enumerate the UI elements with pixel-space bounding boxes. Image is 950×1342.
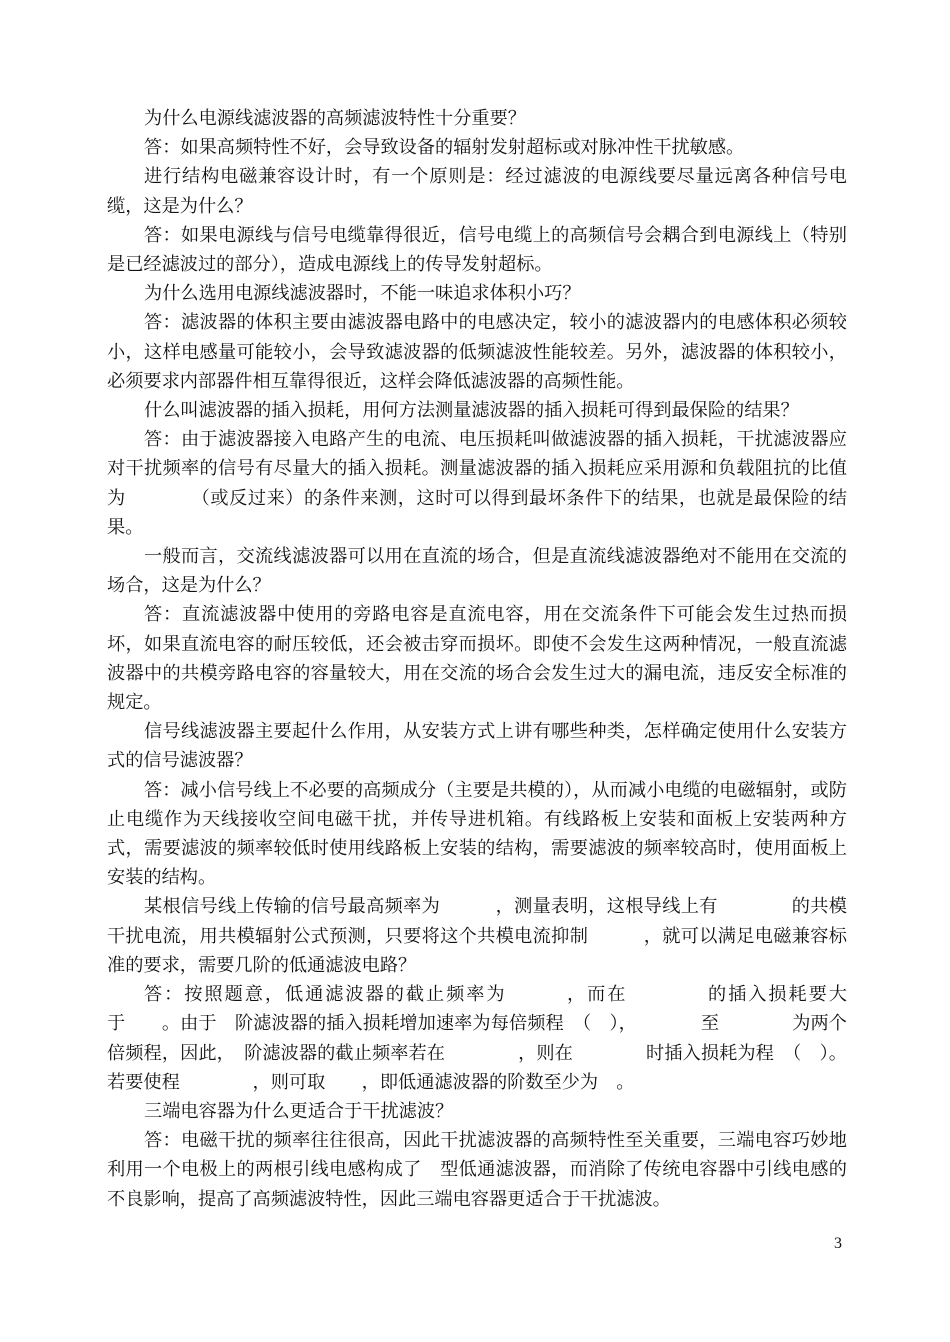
paragraph: 为什么电源线滤波器的高频滤波特性十分重要？ <box>144 108 526 129</box>
paragraph: 答：如果高频特性不好，会导致设备的辐射发射超标或对脉冲性干扰敏感。 <box>144 137 745 159</box>
paragraph: 一般而言，交流线滤波器可以用在直流的场合，但是直流线滤波器绝对不能用在交流的场合，这是为什么？ <box>107 546 847 597</box>
paragraph: 进行结构电磁兼容设计时，有一个原则是：经过滤波的电源线要尽量远离各种信号电缆，这是为什么？ <box>107 166 847 217</box>
paragraph: 某根信号线上传输的信号最高频率为 ，测量表明，这根导线上有 的共模干扰电流，用共模辐射公式预测，只要将这个共模电流抑制 ，就可以满足电磁兼容标准的要求，需要几阶的低通滤波电路？ <box>107 896 847 976</box>
page-body <box>107 104 847 1214</box>
paragraph: 什么叫滤波器的插入损耗，用何方法测量滤波器的插入损耗可得到最保险的结果？ <box>144 400 799 422</box>
paragraph: 答：电磁干扰的频率往往很高，因此干扰滤波器的高频特性至关重要，三端电容巧妙地利用一个电极上的两根引线电感构成了 型低通滤波器，而消除了传统电容器中引线电感的不良影响，提高了高频滤波特性，因此三端电容器更适合于干扰滤波。 <box>107 1130 847 1210</box>
paragraph: 信号线滤波器主要起什么作用，从安装方式上讲有哪些种类，怎样确定使用什么安装方式的信号滤波器？ <box>107 721 847 772</box>
paragraph: 答：滤波器的体积主要由滤波器电路中的电感决定，较小的滤波器内的电感体积必须较小，这样电感量可能较小，会导致滤波器的低频滤波性能较差。另外，滤波器的体积较小，必须要求内部器件相互靠得很近，这样会降低滤波器的高频性能。 <box>107 312 847 392</box>
paragraph: 为什么选用电源线滤波器时，不能一味追求体积小巧？ <box>144 283 581 305</box>
page-number: 3 <box>834 1235 842 1252</box>
paragraph: 三端电容器为什么更适合于干扰滤波？ <box>144 1100 454 1122</box>
paragraph: 答：减小信号线上不必要的高频成分（主要是共模的），从而减小电缆的电磁辐射，或防止电缆作为天线接收空间电磁干扰，并传导进机箱。有线路板上安装和面板上安装两种方式，需要滤波的频率较低时使用线路板上安装的结构，需要滤波的频率较高时，使用面板上安装的结构。 <box>107 779 847 889</box>
paragraph: 答：由于滤波器接入电路产生的电流、电压损耗叫做滤波器的插入损耗，干扰滤波器应对干扰频率的信号有尽量大的插入损耗。测量滤波器的插入损耗应采用源和负载阻抗的比值为 （或反过来）的条件来测，这时可以得到最坏条件下的结果，也就是最保险的结果。 <box>107 429 847 538</box>
paragraph: 答：按照题意，低通滤波器的截止频率为 ，而在 的插入损耗要大于 。由于 阶滤波器的插入损耗增加速率为每倍频程 （ ）， 至 为两个倍频程，因此， 阶滤波器的截止频率若在 ，则在 时插入损耗为程 （ ）。若要使程 ，则可取 ，即低通滤波器的阶数至少为 。 <box>107 984 847 1093</box>
paragraph: 答：如果电源线与信号电缆靠得很近，信号电缆上的高频信号会耦合到电源线上（特别是已经滤波过的部分），造成电源线上的传导发射超标。 <box>107 224 847 276</box>
paragraph: 答：直流滤波器中使用的旁路电容是直流电容，用在交流条件下可能会发生过热而损坏，如果直流电容的耐压较低，还会被击穿而损坏。即使不会发生这两种情况，一般直流滤波器中的共模旁路电容的容量较大，用在交流的场合会发生过大的漏电流，违反安全标准的规定。 <box>107 604 847 714</box>
